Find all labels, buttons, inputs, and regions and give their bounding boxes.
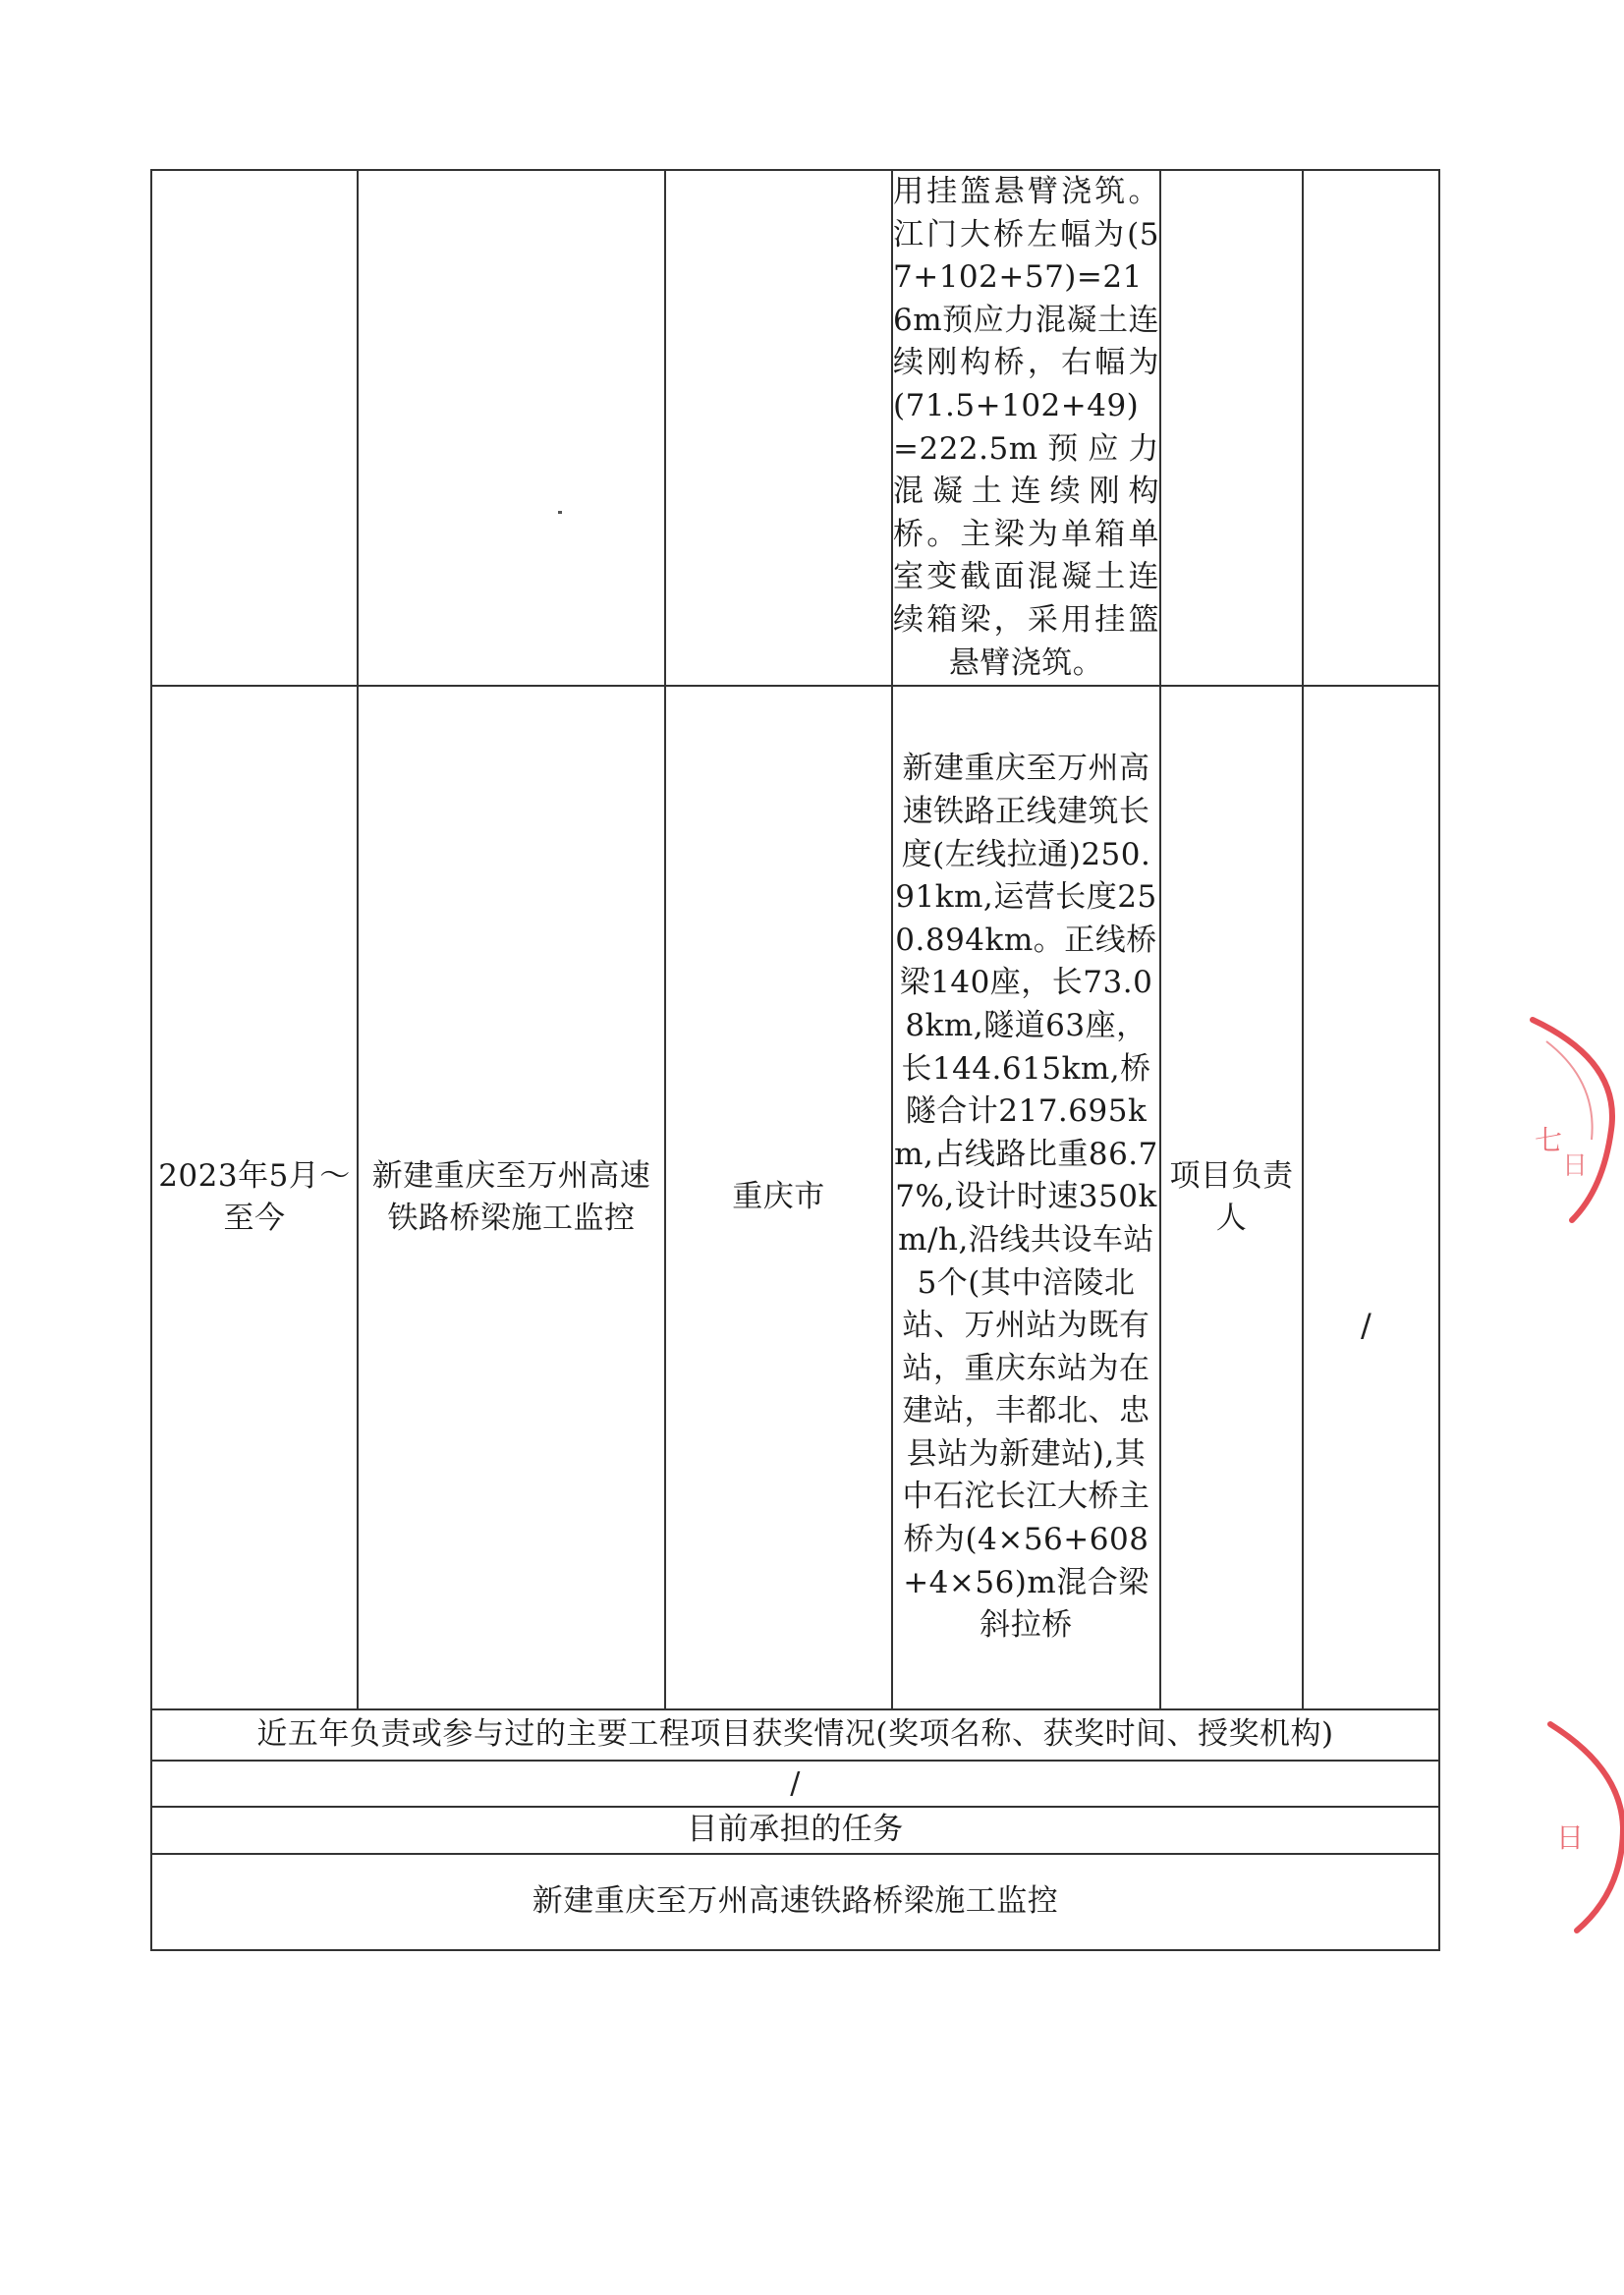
remark-cell bbox=[1303, 686, 1439, 1709]
project-description-text: 新建重庆至万州高速铁路正线建筑长度(左线拉通)250.91km,运营长度250.894km。正线桥梁140座，长73.08km,隧道63座，长144.615km,桥隧合计217.695km,占线路比重86.77%,设计时速350km/h,沿线共设车站5个(其中涪陵北站、万州站为既有站，重庆东站为在建站，丰都北、忠县站为新建站),其中石沱长江大桥主桥为(4×56+608+4×56)m混合梁斜拉桥 bbox=[894, 751, 1158, 1644]
svg-text:日: 日 bbox=[1556, 1821, 1585, 1854]
table-row bbox=[151, 170, 1439, 686]
tasks-value-text: 新建重庆至万州高速铁路桥梁施工监控 bbox=[532, 1883, 1059, 1920]
table-row bbox=[151, 1807, 1439, 1854]
project-description-text: 用挂篮悬臂浇筑。江门大桥左幅为(57+102+57)=216m预应力混凝土连续刚构桥，右幅为(71.5+102+49)=222.5m预应力混凝土连续刚构桥。主梁为单箱单室变截面混凝土连续箱梁，采用挂篮悬臂浇筑。 bbox=[893, 174, 1159, 681]
table-row bbox=[151, 686, 1439, 1709]
period-cell bbox=[151, 686, 358, 1709]
table-row bbox=[151, 1854, 1439, 1950]
tasks-header-text: 目前承担的任务 bbox=[687, 1812, 904, 1848]
location-cell bbox=[665, 170, 892, 686]
scan-speck bbox=[558, 511, 562, 514]
role-cell bbox=[1160, 170, 1303, 686]
remark-cell bbox=[1303, 170, 1439, 686]
period-text: 2023年5月～至今 bbox=[158, 1157, 351, 1237]
project-name-cell bbox=[358, 686, 665, 1709]
project-name-cell bbox=[358, 170, 665, 686]
period-cell bbox=[151, 170, 358, 686]
project-description-cell bbox=[892, 170, 1160, 686]
svg-text:七: 七 bbox=[1535, 1124, 1563, 1156]
location-text: 重庆市 bbox=[732, 1179, 825, 1215]
red-seal-fragment-icon bbox=[1513, 1002, 1624, 1228]
project-experience-table bbox=[150, 169, 1440, 1951]
remark-slash-text: / bbox=[1361, 1307, 1372, 1344]
svg-text:日: 日 bbox=[1562, 1151, 1589, 1181]
awards-header-cell bbox=[151, 1709, 1439, 1761]
awards-value-text: / bbox=[790, 1765, 801, 1801]
table-row bbox=[151, 1709, 1439, 1761]
role-text: 项目负责人 bbox=[1169, 1157, 1294, 1237]
role-cell bbox=[1160, 686, 1303, 1709]
project-name-text: 新建重庆至万州高速铁路桥梁施工监控 bbox=[371, 1157, 651, 1237]
awards-header-text: 近五年负责或参与过的主要工程项目获奖情况(奖项名称、获奖时间、授奖机构) bbox=[256, 1716, 1334, 1753]
project-description-cell bbox=[892, 686, 1160, 1709]
location-cell bbox=[665, 686, 892, 1709]
tasks-header-cell bbox=[151, 1807, 1439, 1854]
table-row bbox=[151, 1761, 1439, 1807]
awards-value-cell bbox=[151, 1761, 1439, 1807]
tasks-value-cell bbox=[151, 1854, 1439, 1950]
red-seal-fragment-icon bbox=[1542, 1709, 1624, 1935]
